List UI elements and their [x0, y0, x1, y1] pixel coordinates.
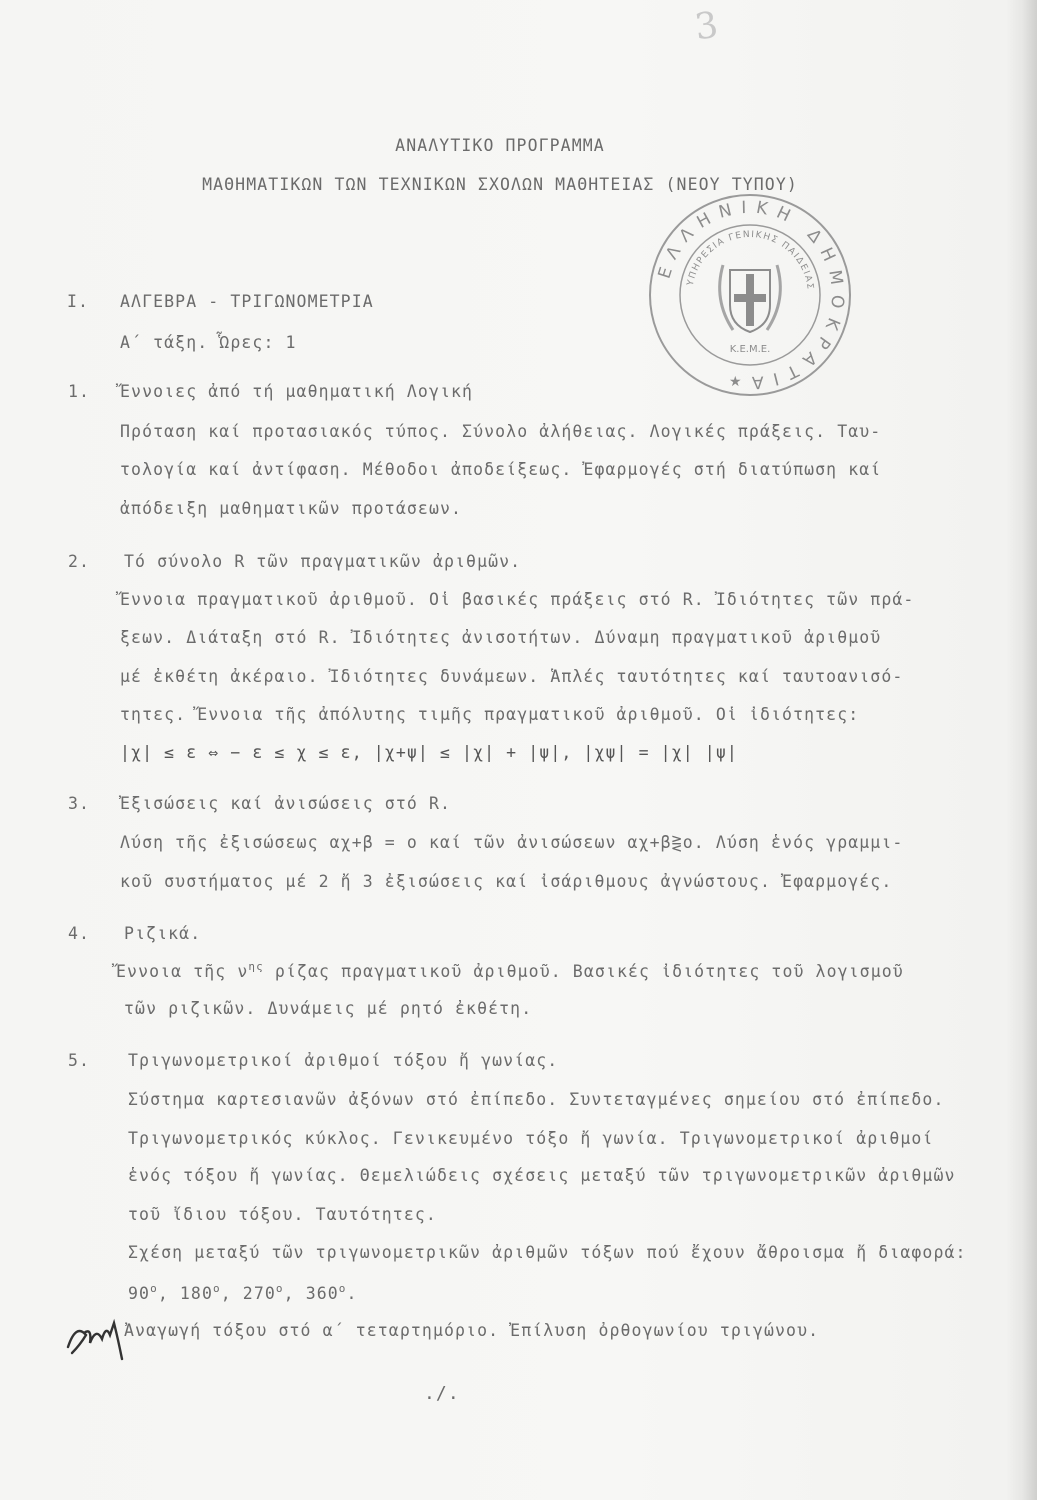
item-text-line: τολογία καί ἀντίφαση. Μέθοδοι ἀποδείξεως. Ἐφαρμογές στή διατύπωση καί [120, 460, 882, 479]
item-text-line: ἀπόδειξη μαθηματικῶν προτάσεων. [120, 499, 463, 518]
page-number-handwritten: 3 [692, 4, 721, 49]
item-text-line: Λύση τῆς ἐξισώσεως αχ+β = ο καί τῶν ἀνισώσεων αχ+β⋛ο. Λύση ἑνός γραμμι- [120, 833, 904, 852]
section-title: ΑΛΓΕΒΡΑ - ΤΡΙΓΩΝΟΜΕΤΡΙΑ [120, 292, 374, 311]
item-text-line: Ἀναγωγή τόξου στό α΄ τεταρτημόριο. Ἐπίλυση ὀρθογωνίου τριγώνου. [124, 1321, 820, 1340]
stamp-bottom-text: Κ.Ε.Μ.Ε. [729, 344, 771, 355]
item-text-line: τητες. Ἔννοια τῆς ἀπόλυτης τιμῆς πραγματικοῦ ἀριθμοῦ. Οἱ ἰδιότητες: [120, 705, 860, 724]
page-continuation-mark: ./. [424, 1383, 460, 1404]
stamp-inner-text: ΥΠΗΡΕΣΙΑ ΓΕΝΙΚΗΣ ΠΑΙΔΕΙΑΣ [685, 229, 815, 292]
item-title: Τό σύνολο R τῶν πραγματικῶν ἀριθμῶν. [124, 552, 522, 571]
item-text-line: Ἔννοια πραγματικοῦ ἀριθμοῦ. Οἱ βασικές πράξεις στό R. Ἰδιότητες τῶν πρά- [120, 590, 915, 609]
item-number: 5. [68, 1051, 91, 1070]
item-text-line: τοῦ ἴδιου τόξου. Ταυτότητες. [128, 1205, 437, 1224]
item-title: Ἔννοιες ἀπό τή μαθηματική Λογική [120, 382, 474, 401]
item-title: Ριζικά. [124, 924, 202, 943]
angles-list: 90$^o$, 180$^o$, 270$^o$, 360$^o$. [128, 1282, 358, 1303]
stamp-star-icon: ★ [729, 374, 742, 390]
item-text-line: κοῦ συστήματος μέ 2 ἤ 3 ἐξισώσεις καί ἰσάριθμους ἀγνώστους. Ἐφαρμογές. [120, 872, 893, 891]
document-subtitle: ΜΑΘΗΜΑΤΙΚΩΝ ΤΩΝ ΤΕΧΝΙΚΩΝ ΣΧΟΛΩΝ ΜΑΘΗΤΕΙΑΣ (ΝΕΟΥ ΤΥΠΟΥ) [202, 175, 798, 194]
absolute-value-formula: |χ| ≤ ε ⇔ − ε ≤ χ ≤ ε, |χ+ψ| ≤ |χ| + |ψ|, |χψ| = |χ| |ψ| [120, 743, 738, 762]
item-number: 4. [68, 924, 91, 943]
stamp-outer-text: ΕΛΛΗΝΙΚΗ ΔΗΜΟΚΡΑΤΙΑ [654, 197, 848, 393]
page-edge-shadow [1021, 0, 1037, 1500]
item-text-line: τῶν ριζικῶν. Δυνάμεις μέ ρητό ἐκθέτη. [124, 999, 533, 1018]
coat-of-arms-icon [720, 265, 781, 332]
item-title: Ἐξισώσεις καί ἀνισώσεις στό R. [120, 794, 452, 813]
item-number: 2. [68, 552, 91, 571]
item-text-line: Τριγωνομετρικός κύκλος. Γενικευμένο τόξο ἤ γωνία. Τριγωνομετρικοί ἀριθμοί [128, 1129, 934, 1148]
item-text-line: μέ ἐκθέτη ἀκέραιο. Ἰδιότητες δυνάμεων. Ἁπλές ταυτότητες καί ταυτοανισό- [120, 667, 904, 686]
item-text-line: Σχέση μεταξύ τῶν τριγωνομετρικῶν ἀριθμῶν τόξων πού ἔχουν ἄθροισμα ἤ διαφορά: [128, 1243, 967, 1262]
item-number: 3. [68, 794, 91, 813]
item-text-line: Σύστημα καρτεσιανῶν ἀξόνων στό ἐπίπεδο. Συντεταγμένες σημείου στό ἐπίπεδο. [128, 1090, 945, 1109]
item-text-line: ξεων. Διάταξη στό R. Ἰδιότητες ἀνισοτήτων. Δύναμη πραγματικοῦ ἀριθμοῦ [120, 628, 882, 647]
handwritten-signature [62, 1305, 132, 1365]
item-title: Τριγωνομετρικοί ἀριθμοί τόξου ἤ γωνίας. [128, 1051, 559, 1070]
document-title: ΑΝΑΛΥΤΙΚΟ ΠΡΟΓΡΑΜΜΑ [395, 136, 605, 155]
official-stamp [645, 190, 855, 400]
item-text-line: ἑνός τόξου ἤ γωνίας. Θεμελιώδεις σχέσεις μεταξύ τῶν τριγωνομετρικῶν ἀριθμῶν [128, 1166, 956, 1185]
item-text-line: Ἔννοια τῆς $\nu^{\eta\varsigma}$ ρίζας πραγματικοῦ ἀριθμοῦ. Βασικές ἰδιότητες τοῦ λογισμοῦ [116, 960, 904, 981]
item-number: 1. [68, 382, 91, 401]
class-hours: Α΄ τάξη. Ὧρες: 1 [120, 333, 297, 352]
section-numeral: I. [67, 292, 90, 311]
item-text-line: Πρόταση καί προτασιακός τύπος. Σύνολο ἀλήθειας. Λογικές πράξεις. Ταυ- [120, 422, 882, 441]
